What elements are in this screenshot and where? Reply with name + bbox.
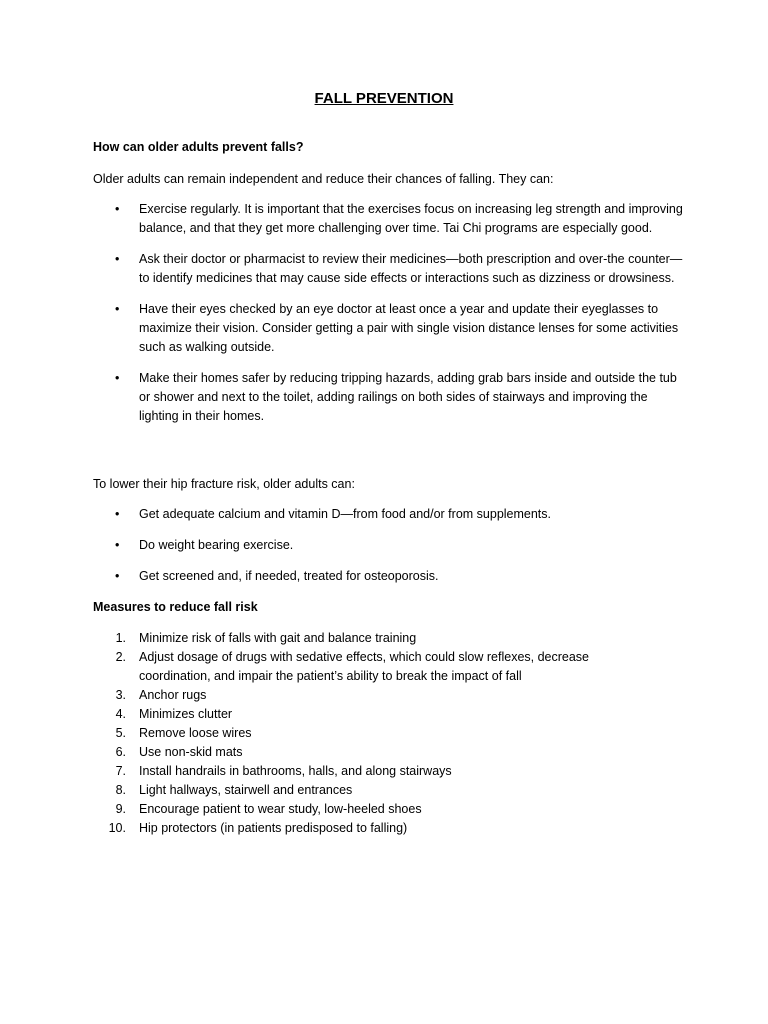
list-number: 7.: [115, 764, 126, 778]
intro-paragraph: Older adults can remain independent and reduce their chances of falling. They can:: [93, 172, 554, 186]
list-item: [93, 686, 633, 705]
bullet-icon: •: [115, 252, 120, 266]
bullet-icon: •: [115, 538, 120, 552]
list-item-text: Get screened and, if needed, treated for osteoporosis.: [139, 569, 439, 583]
bullet-icon: •: [115, 371, 120, 385]
list-item: [93, 567, 683, 586]
measures-heading: Measures to reduce fall risk: [93, 600, 258, 614]
list-item-text: Have their eyes checked by an eye doctor at least once a year and update their eyeglasses to maximize their vision. Consider getting a pair with single vision distance lenses for some activities such as walking outside.: [139, 302, 679, 354]
bullet-icon: •: [115, 202, 120, 216]
list-item: [93, 800, 633, 819]
page-title: FALL PREVENTION: [314, 90, 454, 107]
hip-list: [93, 505, 683, 586]
list-item-text: Anchor rugs: [139, 688, 207, 702]
list-number: 6.: [115, 745, 126, 759]
list-item-text: Encourage patient to wear study, low-heeled shoes: [139, 802, 422, 816]
question-heading: How can older adults prevent falls?: [93, 140, 304, 154]
list-item-text: Remove loose wires: [139, 726, 252, 740]
list-item: [93, 505, 683, 524]
list-item: [93, 819, 633, 838]
list-item-text: Minimize risk of falls with gait and balance training: [139, 631, 417, 645]
list-item-text: Minimizes clutter: [139, 707, 233, 721]
bullet-icon: •: [115, 507, 120, 521]
list-item-text: Use non-skid mats: [139, 745, 243, 759]
list-item-text: Light hallways, stairwell and entrances: [139, 783, 353, 797]
list-item: [93, 629, 633, 648]
list-item-text: Adjust dosage of drugs with sedative effects, which could slow reflexes, decrease coordination, and impair the patient’s ability to break the impact of fall: [139, 650, 590, 683]
measures-list: [93, 629, 633, 838]
list-number: 10.: [108, 821, 126, 835]
list-item: [93, 743, 633, 762]
list-item-text: Install handrails in bathrooms, halls, and along stairways: [139, 764, 452, 778]
list-item-text: Ask their doctor or pharmacist to review their medicines—both prescription and over-the counter—to identify medicines that may cause side effects or interactions such as dizziness or drowsiness.: [139, 252, 683, 285]
list-item: [93, 536, 683, 555]
list-item: [93, 762, 633, 781]
bullet-icon: •: [115, 302, 120, 316]
list-item-text: Get adequate calcium and vitamin D—from food and/or from supplements.: [139, 507, 552, 521]
list-item-text: Hip protectors (in patients predisposed to falling): [139, 821, 408, 835]
list-item: [93, 250, 683, 288]
list-number: 3.: [115, 688, 126, 702]
list-number: 9.: [115, 802, 126, 816]
list-item: [93, 648, 633, 686]
list-number: 8.: [115, 783, 126, 797]
list-item-text: Exercise regularly. It is important that the exercises focus on increasing leg strength and improving balance, and that they get more challenging over time. Tai Chi programs are especially good.: [139, 202, 683, 235]
bullet-icon: •: [115, 569, 120, 583]
list-number: 5.: [115, 726, 126, 740]
prevention-list: [93, 200, 683, 426]
list-item: [93, 300, 683, 357]
list-item: [93, 781, 633, 800]
list-item: [93, 200, 683, 238]
list-item-text: Do weight bearing exercise.: [139, 538, 294, 552]
list-item: [93, 369, 683, 426]
list-number: 2.: [115, 650, 126, 664]
list-number: 4.: [115, 707, 126, 721]
list-item-text: Make their homes safer by reducing tripping hazards, adding grab bars inside and outside the tub or shower and next to the toilet, adding railings on both sides of stairways and improving the lighting in their homes.: [139, 371, 677, 423]
list-number: 1.: [115, 631, 126, 645]
list-item: [93, 724, 633, 743]
hip-intro-paragraph: To lower their hip fracture risk, older adults can:: [93, 477, 355, 491]
list-item: [93, 705, 633, 724]
